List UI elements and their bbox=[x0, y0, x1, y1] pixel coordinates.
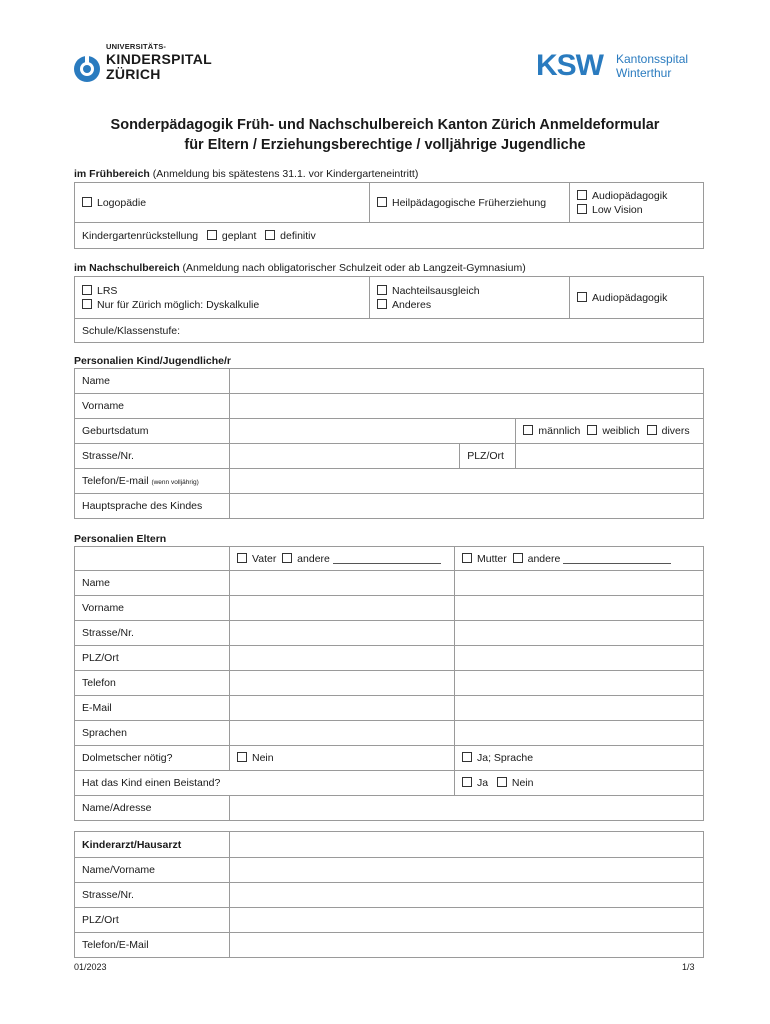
arzt-heading: Kinderarzt/Hausarzt bbox=[75, 832, 230, 858]
kg-definitiv-label: definitiv bbox=[280, 229, 316, 242]
beistand-label: Hat das Kind einen Beistand? bbox=[75, 771, 455, 796]
logo-line-2: KINDERSPITAL bbox=[106, 51, 213, 67]
ja-sprache-label: Ja; Sprache bbox=[477, 752, 534, 764]
checkbox-nein[interactable] bbox=[237, 752, 247, 762]
checkbox[interactable] bbox=[82, 299, 92, 309]
logo-line-1: UNIVERSITÄTS- bbox=[106, 42, 167, 51]
checkbox[interactable] bbox=[377, 299, 387, 309]
checkbox[interactable] bbox=[577, 190, 587, 200]
kind-strasse-label: Strasse/Nr. bbox=[75, 444, 230, 469]
nachschul-note: (Anmeldung nach obligatorischer Schulzeit oder ab Langzeit-Gymnasium) bbox=[182, 262, 526, 274]
eltern-field[interactable] bbox=[455, 621, 704, 646]
andere-label: andere bbox=[297, 552, 330, 565]
kind-hauptsprache-field[interactable] bbox=[230, 494, 704, 519]
checkbox[interactable] bbox=[377, 197, 387, 207]
option-audiopaedagogik[interactable] bbox=[577, 190, 696, 202]
schule-klassenstufe-field[interactable] bbox=[75, 319, 704, 343]
kind-plz-field[interactable] bbox=[516, 444, 704, 469]
fruehbereich-title: im Frühbereich bbox=[74, 168, 150, 180]
maennlich-label: männlich bbox=[538, 425, 581, 437]
vater-label: Vater bbox=[252, 552, 277, 565]
checkbox[interactable] bbox=[577, 204, 587, 214]
dolmetscher-ja[interactable] bbox=[455, 746, 704, 771]
eltern-field[interactable] bbox=[455, 571, 704, 596]
kind-heading: Personalien Kind/Jugendliche/r bbox=[74, 355, 231, 367]
telefon-note: (wenn volljährig) bbox=[151, 479, 199, 486]
fruehbereich-heading bbox=[74, 168, 418, 180]
kind-geburtsdatum-label: Geburtsdatum bbox=[75, 419, 230, 444]
checkbox[interactable] bbox=[577, 292, 587, 302]
arzt-field[interactable] bbox=[230, 908, 704, 933]
checkbox-vater[interactable] bbox=[237, 553, 247, 563]
option-label: Audiopädagogik bbox=[592, 291, 668, 304]
beistand-options bbox=[455, 771, 704, 796]
eltern-row-label: Sprachen bbox=[75, 721, 230, 746]
kind-name-field[interactable] bbox=[230, 369, 704, 394]
checkbox-maennlich[interactable] bbox=[523, 425, 533, 435]
checkbox[interactable] bbox=[82, 285, 92, 295]
checkbox-andere-2[interactable] bbox=[513, 553, 523, 563]
eltern-field[interactable] bbox=[230, 596, 455, 621]
eltern-field[interactable] bbox=[455, 721, 704, 746]
eltern-row-label: Vorname bbox=[75, 596, 230, 621]
dolmetscher-label: Dolmetscher nötig? bbox=[75, 746, 230, 771]
kind-vorname-label: Vorname bbox=[75, 394, 230, 419]
option-label: Audiopädagogik bbox=[592, 189, 668, 202]
kind-name-label: Name bbox=[75, 369, 230, 394]
option-dyskalkulie[interactable] bbox=[82, 299, 362, 311]
arzt-field[interactable] bbox=[230, 858, 704, 883]
checkbox-beistand-ja[interactable] bbox=[462, 777, 472, 787]
checkbox-geplant[interactable] bbox=[207, 230, 217, 240]
logo-line-3: ZÜRICH bbox=[106, 66, 161, 82]
option-nachteilsausgleich[interactable] bbox=[377, 285, 562, 297]
nachschul-mid-options bbox=[370, 277, 570, 319]
eltern-field[interactable] bbox=[455, 646, 704, 671]
kinderspital-emblem-icon bbox=[72, 54, 102, 84]
eltern-header-empty bbox=[75, 547, 230, 571]
dolmetscher-nein[interactable] bbox=[230, 746, 455, 771]
arzt-field[interactable] bbox=[230, 832, 704, 858]
schule-label: Schule/Klassenstufe: bbox=[82, 324, 181, 337]
arzt-row-label: Strasse/Nr. bbox=[75, 883, 230, 908]
checkbox[interactable] bbox=[377, 285, 387, 295]
nein-label: Nein bbox=[252, 752, 274, 764]
andere-line[interactable] bbox=[563, 554, 671, 564]
ksw-line-2: Winterthur bbox=[616, 66, 672, 80]
eltern-field[interactable] bbox=[230, 571, 455, 596]
arzt-table bbox=[74, 831, 704, 958]
name-adresse-field[interactable] bbox=[230, 796, 704, 821]
kg-label: Kindergartenrückstellung bbox=[82, 229, 199, 242]
option-audiopaedagogik-nachschul[interactable] bbox=[570, 277, 704, 319]
eltern-field[interactable] bbox=[455, 671, 704, 696]
andere-label: andere bbox=[527, 552, 561, 565]
telefon-label: Telefon/E-mail bbox=[82, 475, 149, 487]
ksw-mark: KSW bbox=[536, 49, 603, 82]
mutter-label: Mutter bbox=[477, 552, 507, 565]
nachschul-left-options bbox=[75, 277, 370, 319]
nachschul-table bbox=[74, 276, 704, 343]
eltern-field[interactable] bbox=[230, 721, 455, 746]
footer-date: 01/2023 bbox=[74, 962, 107, 972]
checkbox-beistand-nein[interactable] bbox=[497, 777, 507, 787]
kind-telefon-label bbox=[75, 469, 230, 494]
option-low-vision[interactable] bbox=[577, 204, 696, 216]
kind-vorname-field[interactable] bbox=[230, 394, 704, 419]
kind-strasse-field[interactable] bbox=[230, 444, 460, 469]
kind-telefon-field[interactable] bbox=[230, 469, 704, 494]
footer-page: 1/3 bbox=[682, 962, 695, 972]
kind-table bbox=[74, 368, 704, 519]
option-lrs[interactable] bbox=[82, 285, 362, 297]
arzt-row-label: Telefon/E-Mail bbox=[75, 933, 230, 958]
kinderspital-logo bbox=[72, 42, 212, 86]
checkbox-mutter[interactable] bbox=[462, 553, 472, 563]
eltern-field[interactable] bbox=[455, 596, 704, 621]
eltern-row-label: E-Mail bbox=[75, 696, 230, 721]
kind-hauptsprache-label: Hauptsprache des Kindes bbox=[75, 494, 230, 519]
checkbox-divers[interactable] bbox=[647, 425, 657, 435]
eltern-vater-header bbox=[230, 547, 455, 571]
checkbox-ja[interactable] bbox=[462, 752, 472, 762]
nachschul-title: im Nachschulbereich bbox=[74, 262, 180, 274]
option-label: Low Vision bbox=[592, 203, 643, 216]
eltern-field[interactable] bbox=[455, 696, 704, 721]
kindergarten-rueckstellung bbox=[75, 223, 704, 249]
eltern-field[interactable] bbox=[230, 646, 455, 671]
checkbox-definitiv[interactable] bbox=[265, 230, 275, 240]
option-label: Anderes bbox=[392, 298, 432, 311]
name-adresse-label: Name/Adresse bbox=[75, 796, 230, 821]
arzt-row-label: PLZ/Ort bbox=[75, 908, 230, 933]
option-label: LRS bbox=[97, 284, 118, 297]
eltern-row-label: Telefon bbox=[75, 671, 230, 696]
option-heilpaedagogik[interactable] bbox=[370, 183, 570, 223]
kind-plz-label: PLZ/Ort bbox=[460, 444, 516, 469]
andere-line[interactable] bbox=[333, 554, 441, 564]
kind-geschlecht bbox=[516, 419, 704, 444]
option-anderes[interactable] bbox=[377, 299, 562, 311]
eltern-field[interactable] bbox=[230, 671, 455, 696]
kind-geburtsdatum-field[interactable] bbox=[230, 419, 516, 444]
option-label: Logopädie bbox=[97, 196, 147, 209]
option-label: Nur für Zürich möglich: Dyskalkulie bbox=[97, 298, 260, 311]
checkbox-andere-1[interactable] bbox=[282, 553, 292, 563]
ksw-logo bbox=[536, 50, 716, 82]
form-title-line-1: Sonderpädagogik Früh- und Nachschulbereich Kanton Zürich Anmeldeformular bbox=[110, 117, 660, 133]
ksw-line-1: Kantonsspital bbox=[616, 52, 689, 66]
ja-label: Ja bbox=[477, 777, 489, 789]
eltern-field[interactable] bbox=[230, 621, 455, 646]
eltern-field[interactable] bbox=[230, 696, 455, 721]
eltern-row-label: Strasse/Nr. bbox=[75, 621, 230, 646]
option-audio-low bbox=[570, 183, 704, 223]
arzt-row-label: Name/Vorname bbox=[75, 858, 230, 883]
checkbox[interactable] bbox=[82, 197, 92, 207]
eltern-mutter-header bbox=[455, 547, 704, 571]
eltern-table bbox=[74, 546, 704, 821]
nachschul-heading bbox=[74, 262, 526, 274]
option-label: Nachteilsausgleich bbox=[392, 284, 480, 297]
arzt-field[interactable] bbox=[230, 933, 704, 958]
form-title-line-2: für Eltern / Erziehungsberechtige / volljährige Jugendliche bbox=[184, 137, 586, 153]
eltern-row-label: PLZ/Ort bbox=[75, 646, 230, 671]
nein-label: Nein bbox=[511, 777, 534, 789]
eltern-row-label: Name bbox=[75, 571, 230, 596]
option-label: Heilpädagogische Früherziehung bbox=[392, 196, 547, 209]
eltern-heading: Personalien Eltern bbox=[74, 533, 167, 545]
divers-label: divers bbox=[661, 425, 690, 437]
fruehbereich-note: (Anmeldung bis spätestens 31.1. vor Kindergarteneintritt) bbox=[152, 168, 419, 180]
arzt-field[interactable] bbox=[230, 883, 704, 908]
kg-geplant-label: geplant bbox=[221, 229, 257, 242]
option-logopaedie[interactable] bbox=[75, 183, 370, 223]
fruehbereich-table bbox=[74, 182, 704, 249]
checkbox-weiblich[interactable] bbox=[587, 425, 597, 435]
weiblich-label: weiblich bbox=[602, 425, 640, 437]
